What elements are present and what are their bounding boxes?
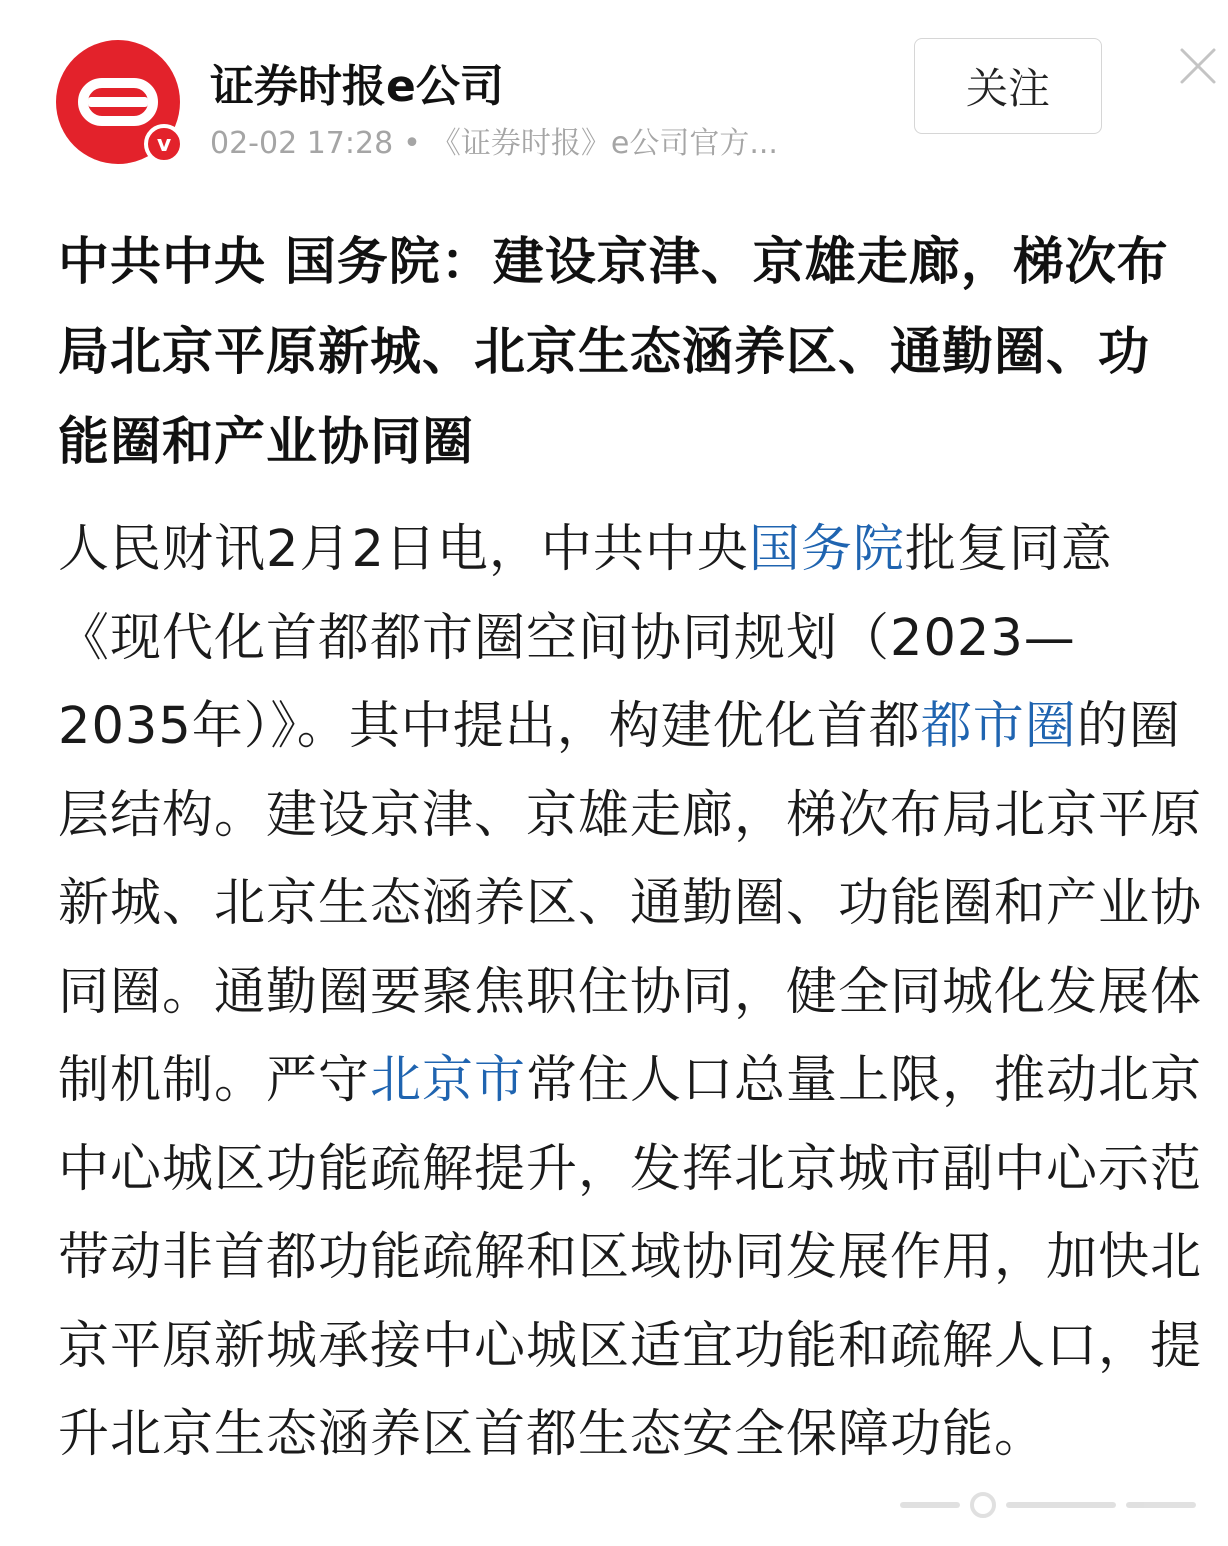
meta-separator: • — [403, 126, 421, 161]
body-text-4: 常住人口总量上限，推动北京中心城区功能疏解提升，发挥北京城市副中心示范带动非首都功能疏解和区域协同发展作用，加快北京平原新城承接中心城区适宜功能和疏解人口，提升北京生态涵养区首都生态安全保障功能。 — [58, 1051, 1203, 1464]
article-header — [0, 0, 1228, 190]
verified-badge-icon: v — [144, 124, 184, 164]
link-metropolitan-area[interactable]: 都市圈 — [920, 697, 1077, 756]
watermark — [900, 1480, 1210, 1530]
account-description: 《证券时报》e公司官方... — [430, 126, 778, 161]
watermark-bar — [1006, 1502, 1116, 1508]
post-timestamp: 02-02 17:28 — [210, 126, 394, 161]
link-state-council[interactable]: 国务院 — [748, 520, 905, 579]
watermark-bar — [900, 1502, 960, 1508]
body-text-3: 的圈层结构。建设京津、京雄走廊，梯次布局北京平原新城、北京生态涵养区、通勤圈、功能圈和产业协同圈。通勤圈要聚焦职住协同，健全同城化发展体制机制。严守 — [58, 697, 1203, 1110]
body-text-1: 人民财讯2月2日电，中共中央 — [58, 520, 749, 579]
close-icon[interactable] — [1178, 46, 1218, 86]
post-meta — [210, 118, 778, 162]
article-headline: 中共中央 国务院：建设京津、京雄走廊，梯次布局北京平原新城、北京生态涵养区、通勤圈、功能圈和产业协同圈 — [58, 233, 1169, 472]
account-name[interactable]: 证券时报e公司 — [210, 61, 504, 112]
account-avatar[interactable] — [56, 40, 180, 164]
watermark-circle — [970, 1492, 996, 1518]
watermark-bar — [1126, 1502, 1196, 1508]
e-logo-bar — [88, 97, 148, 107]
link-beijing[interactable]: 北京市 — [370, 1051, 527, 1110]
follow-button[interactable]: 关注 — [914, 38, 1102, 134]
article-body — [58, 506, 1208, 1480]
body-text-2: 批复同意《现代化首都都市圈空间协同规划（2023—2035年）》。其中提出，构建优化首都 — [58, 520, 1113, 756]
